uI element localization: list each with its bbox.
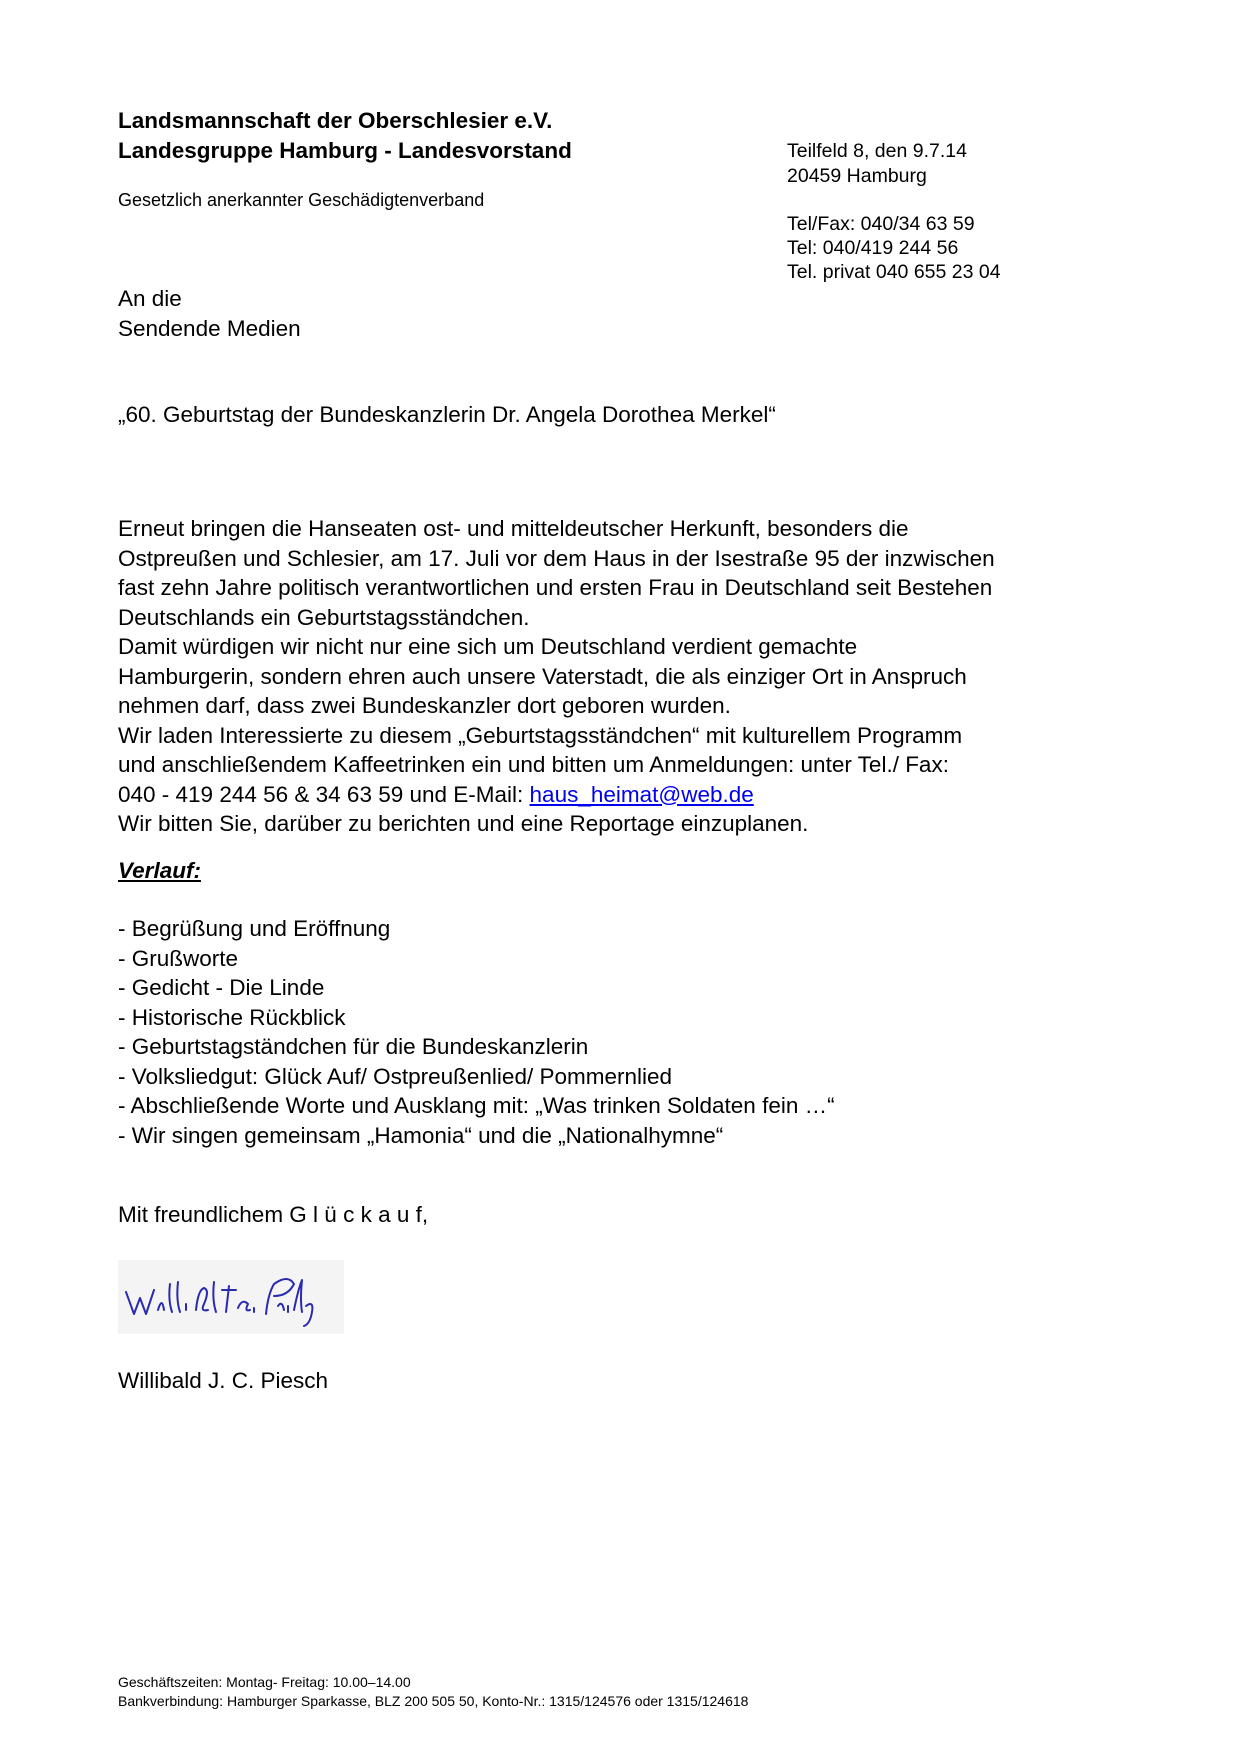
city: 20459 Hamburg <box>787 165 927 187</box>
organization-group: Landesgruppe Hamburg - Landesvorstand <box>118 138 572 163</box>
signature-stroke <box>126 1290 154 1314</box>
body-line: fast zehn Jahre politisch verantwortlichen und ersten Frau in Deutschland seit Bestehen <box>118 575 993 600</box>
contact-line-text: 040 - 419 244 56 & 34 63 59 und E-Mail: <box>118 781 530 807</box>
program-heading: Verlauf: <box>118 858 201 883</box>
body-line: und anschließendem Kaffeetrinken ein und bitten um Anmeldungen: unter Tel./ Fax: <box>118 752 949 777</box>
subject-line: „60. Geburtstag der Bundeskanzlerin Dr. Angela Dorothea Merkel“ <box>118 402 776 427</box>
program-item: - Grußworte <box>118 945 239 971</box>
place-date: Teilfeld 8, den 9.7.14 <box>787 140 967 162</box>
signature-image <box>118 1260 344 1334</box>
body-text <box>118 514 995 839</box>
sender-name: Willibald J. C. Piesch <box>118 1368 329 1393</box>
body-line: Hamburgerin, sondern ehren auch unsere Vaterstadt, die als einziger Ort in Anspruch <box>118 663 967 689</box>
body-line: Ostpreußen und Schlesier, am 17. Juli vor dem Haus in der Isestraße 95 der inzwischen <box>118 545 995 571</box>
signature-stroke <box>158 1282 186 1312</box>
body-line: Erneut bringen die Hanseaten ost- und mitteldeutscher Herkunft, besonders die <box>118 516 909 541</box>
recipient-line-2: Sendende Medien <box>118 316 301 341</box>
recipient-line-1: An die <box>118 286 182 311</box>
signature-stroke <box>196 1282 216 1312</box>
signature-stroke <box>294 1280 312 1326</box>
handwritten-signature <box>118 1260 344 1334</box>
business-hours: Geschäftszeiten: Montag- Freitag: 10.00–14.00 <box>118 1674 411 1690</box>
bank-details: Bankverbindung: Hamburger Sparkasse, BLZ 200 505 50, Konto-Nr.: 1315/124576 oder 1315/124618 <box>118 1693 749 1709</box>
organization-status: Gesetzlich anerkannter Geschädigtenverband <box>118 190 485 210</box>
contact-line <box>118 780 995 810</box>
tel-private: Tel. privat 040 655 23 04 <box>787 261 1001 283</box>
body-line: Damit würdigen wir nicht nur eine sich um Deutschland verdient gemachte <box>118 634 858 659</box>
program-item: - Geburtstagständchen für die Bundeskanzlerin <box>118 1034 589 1059</box>
program-item: - Volksliedgut: Glück Auf/ Ostpreußenlied/ Pommernlied <box>118 1063 673 1089</box>
signature-stroke <box>266 1279 294 1314</box>
organization-name: Landsmannschaft der Oberschlesier e.V. <box>118 108 553 133</box>
closing-greeting: Mit freundlichem G l ü c k a u f, <box>118 1202 429 1227</box>
program-item: - Abschließende Worte und Ausklang mit: „Was trinken Soldaten fein …“ <box>118 1093 835 1118</box>
program-list <box>118 914 835 1150</box>
program-item: - Historische Rückblick <box>118 1004 346 1030</box>
tel-fax: Tel/Fax: 040/34 63 59 <box>787 213 975 235</box>
body-closing-line: Wir bitten Sie, darüber zu berichten und eine Reportage einzuplanen. <box>118 811 809 836</box>
body-line: Deutschlands ein Geburtstagsständchen. <box>118 604 530 630</box>
tel: Tel: 040/419 244 56 <box>787 237 959 259</box>
body-line: nehmen darf, dass zwei Bundeskanzler dort geboren wurden. <box>118 693 731 718</box>
program-item: - Gedicht - Die Linde <box>118 975 325 1000</box>
body-line: Wir laden Interessierte zu diesem „Geburtstagsständchen“ mit kulturellem Programm <box>118 722 963 748</box>
program-item: - Begrüßung und Eröffnung <box>118 916 391 941</box>
signature-stroke <box>222 1286 254 1312</box>
email-link[interactable]: haus_heimat@web.de <box>529 781 754 807</box>
program-item: - Wir singen gemeinsam „Hamonia“ und die „Nationalhymne“ <box>118 1122 724 1148</box>
